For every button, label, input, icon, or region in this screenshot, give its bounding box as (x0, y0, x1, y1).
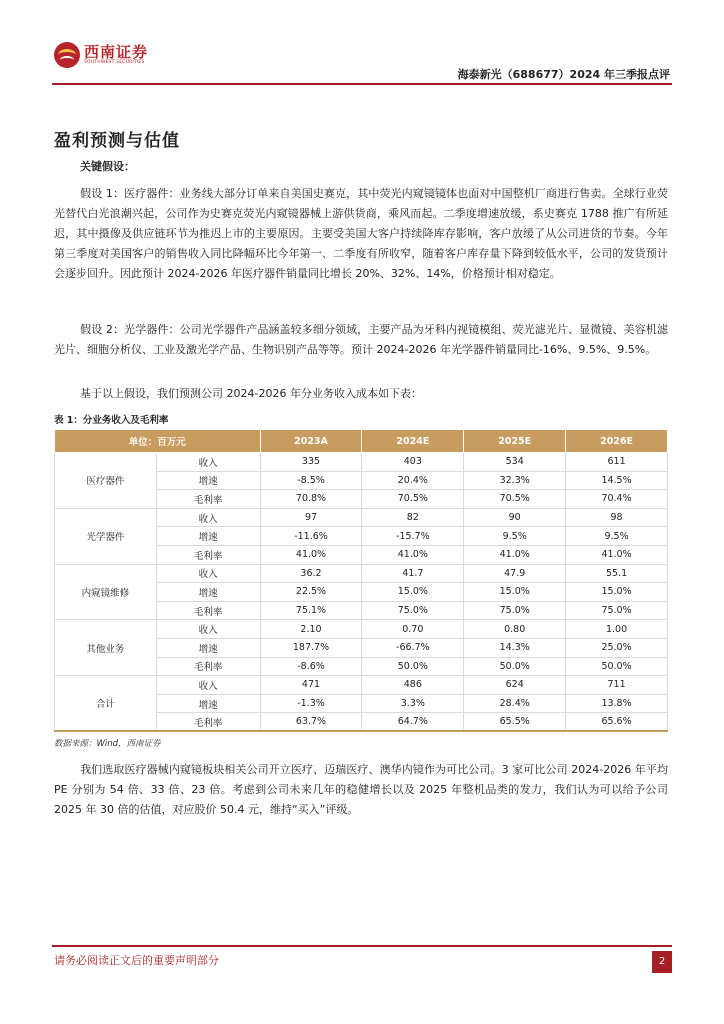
value-cell: 75.1% (260, 601, 362, 620)
metric-cell: 收入 (156, 453, 260, 472)
table-row (55, 508, 668, 527)
logo-en-text: SOUTHWEST SECURITIES (84, 60, 145, 65)
segment-cell: 内窥镜维修 (55, 564, 157, 620)
metric-cell: 增速 (156, 583, 260, 602)
metric-cell: 增速 (156, 694, 260, 713)
value-cell: 22.5% (260, 583, 362, 602)
value-cell: 70.4% (566, 490, 668, 509)
forecast-intro-paragraph (54, 384, 668, 404)
metric-cell: 毛利率 (156, 713, 260, 732)
value-cell: 13.8% (566, 694, 668, 713)
table-row (55, 676, 668, 695)
value-cell: 0.80 (464, 620, 566, 639)
value-cell: 70.5% (464, 490, 566, 509)
value-cell: 41.7 (362, 564, 464, 583)
metric-cell: 收入 (156, 564, 260, 583)
value-cell: 75.0% (464, 601, 566, 620)
value-cell: 75.0% (362, 601, 464, 620)
disclaimer-note: 请务必阅读正文后的重要声明部分 (54, 954, 219, 967)
value-cell: 50.0% (566, 657, 668, 676)
value-cell: 63.7% (260, 713, 362, 732)
value-cell: 41.0% (260, 545, 362, 564)
value-cell: 55.1 (566, 564, 668, 583)
data-source-note: 数据来源：Wind，西南证券 (54, 739, 161, 749)
footer-divider (52, 945, 672, 947)
col-header: 2024E (362, 430, 464, 453)
key-assumptions-heading: 关键假设： (80, 160, 135, 173)
company-logo (54, 42, 148, 68)
section-title: 盈利预测与估值 (54, 131, 180, 151)
header-divider (52, 83, 672, 85)
value-cell: 534 (464, 453, 566, 472)
value-cell: 624 (464, 676, 566, 695)
value-cell: 20.4% (362, 471, 464, 490)
page-header (0, 0, 724, 80)
value-cell: 1.00 (566, 620, 668, 639)
value-cell: 50.0% (362, 657, 464, 676)
assumption-2-paragraph (54, 320, 668, 360)
metric-cell: 毛利率 (156, 490, 260, 509)
value-cell: 3.3% (362, 694, 464, 713)
valuation-paragraph (54, 760, 668, 820)
value-cell: -1.3% (260, 694, 362, 713)
col-header: 2026E (566, 430, 668, 453)
value-cell: 47.9 (464, 564, 566, 583)
table-body (55, 453, 668, 732)
value-cell: 28.4% (464, 694, 566, 713)
segment-cell: 医疗器件 (55, 453, 157, 509)
segment-cell: 其他业务 (55, 620, 157, 676)
unit-header: 单位：百万元 (55, 430, 261, 453)
logo-icon (54, 42, 80, 68)
value-cell: 90 (464, 508, 566, 527)
col-header: 2025E (464, 430, 566, 453)
value-cell: 36.2 (260, 564, 362, 583)
metric-cell: 收入 (156, 620, 260, 639)
table-caption: 表 1：分业务收入及毛利率 (54, 415, 169, 426)
value-cell: -8.5% (260, 471, 362, 490)
table-row (55, 453, 668, 472)
metric-cell: 收入 (156, 676, 260, 695)
value-cell: 335 (260, 453, 362, 472)
value-cell: 0.70 (362, 620, 464, 639)
page-number: 2 (652, 951, 672, 973)
table-row (55, 564, 668, 583)
value-cell: 41.0% (464, 545, 566, 564)
metric-cell: 毛利率 (156, 545, 260, 564)
value-cell: 15.0% (566, 583, 668, 602)
table-row (55, 620, 668, 639)
value-cell: 98 (566, 508, 668, 527)
value-cell: 70.8% (260, 490, 362, 509)
segment-cell: 光学器件 (55, 508, 157, 564)
metric-cell: 收入 (156, 508, 260, 527)
value-cell: 403 (362, 453, 464, 472)
value-cell: 9.5% (464, 527, 566, 546)
value-cell: 14.5% (566, 471, 668, 490)
valuation-text: 我们选取医疗器械内窥镜板块相关公司开立医疗、迈瑞医疗、澳华内镜作为可比公司。3 家可比公司 2024-2026 年平均 PE 分别为 54 倍、33 倍、23 倍。考虑到公司未来几年的稳健增长以及 2025 年整机品类的发力，我们认为可以给予公司 2025 年 30 倍的估值，对应股价 50.4 元，维持“买入”评级。 (54, 763, 668, 816)
value-cell: 9.5% (566, 527, 668, 546)
value-cell: 65.5% (464, 713, 566, 732)
value-cell: 41.0% (566, 545, 668, 564)
value-cell: 471 (260, 676, 362, 695)
assumption-1-paragraph (54, 184, 668, 284)
value-cell: 70.5% (362, 490, 464, 509)
revenue-table-container (54, 429, 668, 732)
value-cell: -66.7% (362, 638, 464, 657)
value-cell: 82 (362, 508, 464, 527)
value-cell: 14.3% (464, 638, 566, 657)
value-cell: 75.0% (566, 601, 668, 620)
metric-cell: 增速 (156, 527, 260, 546)
value-cell: 486 (362, 676, 464, 695)
value-cell: 15.0% (464, 583, 566, 602)
value-cell: -11.6% (260, 527, 362, 546)
segment-cell: 合计 (55, 676, 157, 732)
metric-cell: 增速 (156, 471, 260, 490)
assumption-1-text: 假设 1：医疗器件：业务线大部分订单来自美国史赛克，其中荧光内窥镜镜体也面对中国整机厂商进行售卖。全球行业荧光替代白光浪潮兴起，公司作为史赛克荧光内窥镜器械上游供货商，乘风而起。二季度增速放缓，系史赛克 1788 推广有所延迟，其中摄像及供应链环节为推迟上市的主要原因。主要受美国大客户持续降库存影响，客户放缓了从公司进货的节奏。今年第三季度对美国客户的销售收入同比降幅环比今年第一、二季度有所收窄，随着客户库存量下降到较低水平，公司的发货预计会逐步回升。因此预计 2024-2026 年医疗器件销量同比增长 20%、32%、14%，价格预计相对稳定。 (54, 187, 668, 280)
value-cell: 32.3% (464, 471, 566, 490)
metric-cell: 毛利率 (156, 657, 260, 676)
table-header-row (55, 430, 668, 453)
assumption-2-text: 假设 2：光学器件：公司光学器件产品涵盖较多细分领域，主要产品为牙科内视镜模组、荧光滤光片、显微镜、美容机滤光片、细胞分析仪、工业及激光学产品、生物识别产品等等。预计 2024-2026 年光学器件销量同比-16%、9.5%、9.5%。 (54, 323, 668, 356)
value-cell: -8.6% (260, 657, 362, 676)
value-cell: 50.0% (464, 657, 566, 676)
value-cell: 2.10 (260, 620, 362, 639)
report-title: 海泰新光（688677）2024 年三季报点评 (457, 68, 670, 81)
value-cell: 65.6% (566, 713, 668, 732)
value-cell: 64.7% (362, 713, 464, 732)
value-cell: 25.0% (566, 638, 668, 657)
value-cell: 187.7% (260, 638, 362, 657)
col-header: 2023A (260, 430, 362, 453)
value-cell: 97 (260, 508, 362, 527)
metric-cell: 毛利率 (156, 601, 260, 620)
value-cell: 15.0% (362, 583, 464, 602)
value-cell: 711 (566, 676, 668, 695)
logo-cn-text: 西南证券 (84, 43, 149, 61)
forecast-intro-text: 基于以上假设，我们预测公司 2024-2026 年分业务收入成本如下表： (80, 387, 422, 400)
value-cell: -15.7% (362, 527, 464, 546)
value-cell: 41.0% (362, 545, 464, 564)
metric-cell: 增速 (156, 638, 260, 657)
value-cell: 611 (566, 453, 668, 472)
revenue-margin-table (54, 429, 668, 732)
